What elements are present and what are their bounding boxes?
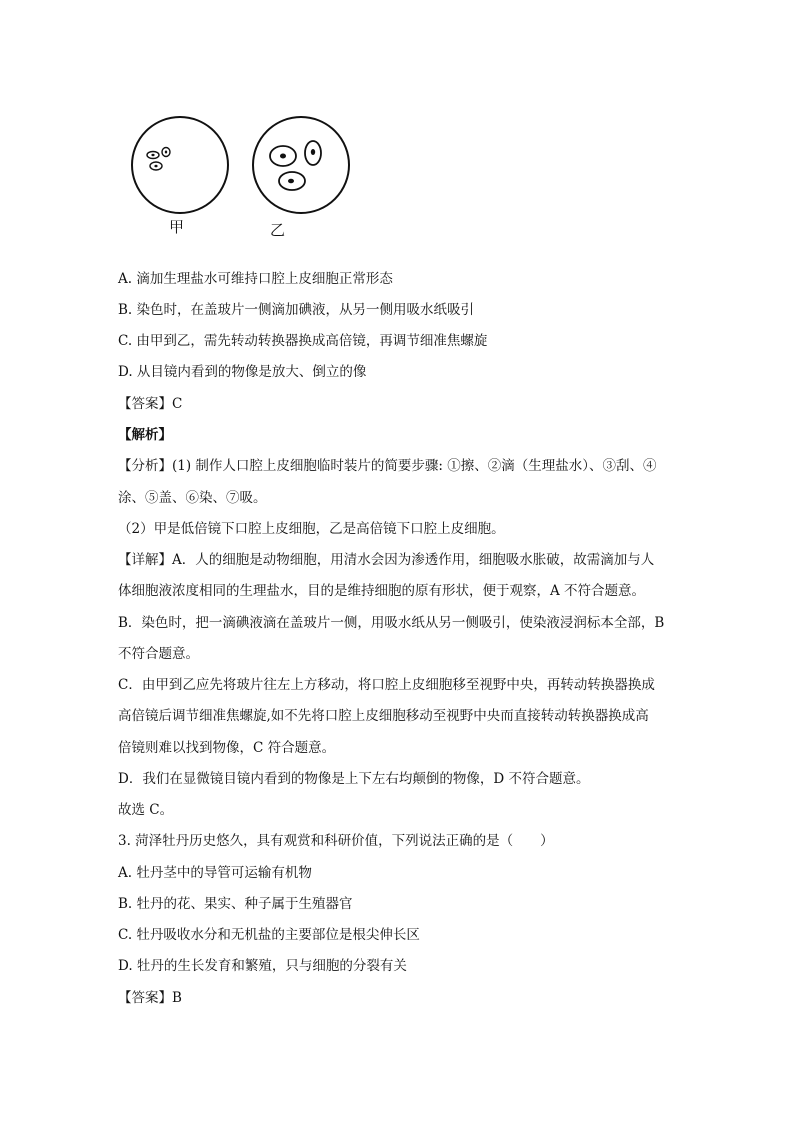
cell-nucleus [280,154,286,159]
microscope-figure [125,110,365,245]
analysis-heading: 【解析】 [118,427,172,443]
option-b: B. 染色时，在盖玻片一侧滴加碘液，从另一侧用吸水纸吸引 [118,302,475,318]
detail-line: 【详解】A．人的细胞是动物细胞，用清水会因为渗透作用，细胞吸水胀破，故需滴加与人 [118,552,655,568]
cell-nucleus [165,151,167,154]
detail-line: 不符合题意。 [118,646,199,662]
q3-option-c: C. 牡丹吸收水分和无机盐的主要部位是根尖伸长区 [118,927,420,943]
cell-nucleus [151,154,154,156]
question-3-stem: 3. 菏泽牡丹历史悠久，具有观赏和科研价值，下列说法正确的是（ ） [118,833,554,849]
answer-line: 【答案】C [118,396,183,412]
option-d: D. 从目镜内看到的物像是放大、倒立的像 [118,364,367,380]
option-c: C. 由甲到乙，需先转动转换器换成高倍镜，再调节细准焦螺旋 [118,333,488,349]
detail-line: B．染色时，把一滴碘液滴在盖玻片一侧，用吸水纸从另一侧吸引，使染液浸润标本全部，B [118,615,665,631]
analysis-line: 【分析】(1) 制作人口腔上皮细胞临时装片的简要步骤: ①擦、②滴（生理盐水）、③刮、④ [118,458,657,474]
analysis-line: （2）甲是低倍镜下口腔上皮细胞，乙是高倍镜下口腔上皮细胞。 [118,521,505,537]
detail-line: C．由甲到乙应先将玻片往左上方移动，将口腔上皮细胞移至视野中央，再转动转换器换成 [118,677,655,693]
cell-nucleus [154,165,157,168]
q3-option-d: D. 牡丹的生长发育和繁殖，只与细胞的分裂有关 [118,958,407,974]
conclusion-line: 故选 C。 [118,802,174,818]
detail-line: 体细胞液浓度相同的生理盐水，目的是维持细胞的原有形状，便于观察，A 不符合题意。 [118,583,646,599]
figure-label-left: 甲 [169,218,185,236]
low-power-field-circle [132,117,228,213]
figure-label-right: 乙 [270,221,286,239]
high-power-field-circle [253,117,349,213]
detail-line: D．我们在显微镜目镜内看到的物像是上下左右均颠倒的物像，D 不符合题意。 [118,771,590,787]
cell-nucleus [311,149,315,155]
detail-line: 倍镜则难以找到物像，C 符合题意。 [118,740,336,756]
option-a: A. 滴加生理盐水可维持口腔上皮细胞正常形态 [118,271,393,287]
q3-answer-line: 【答案】B [118,990,182,1006]
q3-option-b: B. 牡丹的花、果实、种子属于生殖器官 [118,896,353,912]
detail-line: 高倍镜后调节细准焦螺旋,如不先将口腔上皮细胞移动至视野中央而直接转动转换器换成高 [118,708,649,724]
q3-option-a: A. 牡丹茎中的导管可运输有机物 [118,865,312,881]
cell-nucleus [288,179,294,184]
microscope-views-diagram [125,110,365,245]
analysis-line: 涂、⑤盖、⑥染、⑦吸。 [118,490,267,506]
